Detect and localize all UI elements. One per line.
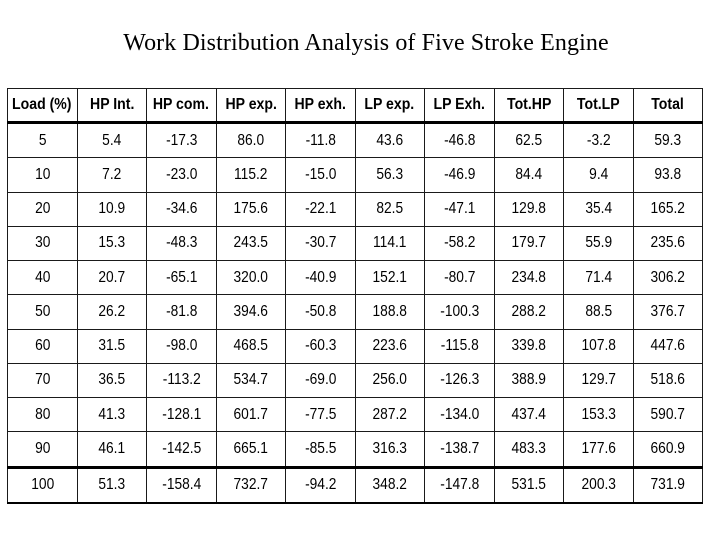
cell-lp-exh: -80.7 [429, 261, 489, 295]
cell-tot-hp: 339.8 [499, 329, 559, 363]
cell-load: 50 [12, 295, 72, 329]
cell-total: 376.7 [638, 295, 698, 329]
cell-lp-exp: 256.0 [360, 363, 420, 397]
table-row [8, 329, 703, 363]
cell-hp-exh: -22.1 [290, 192, 350, 226]
cell-tot-lp: 71.4 [568, 261, 628, 295]
cell-total: 93.8 [638, 158, 698, 192]
cell-lp-exh: -138.7 [429, 432, 489, 467]
cell-hp-exh: -69.0 [290, 363, 350, 397]
table-row [8, 226, 703, 260]
cell-hp-exh: -30.7 [290, 226, 350, 260]
cell-tot-hp: 483.3 [499, 432, 559, 467]
cell-tot-hp: 437.4 [499, 398, 559, 432]
cell-lp-exh: -115.8 [429, 329, 489, 363]
cell-hp-exp: 468.5 [221, 329, 281, 363]
cell-load: 100 [12, 467, 72, 503]
cell-tot-lp: -3.2 [568, 123, 628, 158]
cell-hp-com: -23.0 [151, 158, 211, 192]
cell-tot-hp: 84.4 [499, 158, 559, 192]
table-row [8, 261, 703, 295]
cell-tot-hp: 129.8 [499, 192, 559, 226]
cell-tot-lp: 153.3 [568, 398, 628, 432]
cell-hp-com: -128.1 [151, 398, 211, 432]
cell-tot-hp: 62.5 [499, 123, 559, 158]
table-header [8, 89, 703, 123]
cell-total: 518.6 [638, 363, 698, 397]
cell-hp-int: 10.9 [82, 192, 142, 226]
table-row [8, 398, 703, 432]
cell-tot-hp: 179.7 [499, 226, 559, 260]
cell-tot-lp: 177.6 [568, 432, 628, 467]
cell-lp-exp: 152.1 [360, 261, 420, 295]
cell-hp-exh: -94.2 [290, 467, 350, 503]
cell-tot-lp: 9.4 [568, 158, 628, 192]
cell-hp-int: 26.2 [82, 295, 142, 329]
cell-hp-exp: 665.1 [221, 432, 281, 467]
cell-hp-com: -48.3 [151, 226, 211, 260]
column-header-load: Load (%) [8, 89, 78, 123]
cell-load: 20 [12, 192, 72, 226]
cell-hp-com: -17.3 [151, 123, 211, 158]
cell-hp-exp: 243.5 [221, 226, 281, 260]
cell-total: 447.6 [638, 329, 698, 363]
cell-hp-int: 46.1 [82, 432, 142, 467]
column-header-hp-exp: HP exp. [216, 89, 286, 123]
column-header-hp-exh: HP exh. [286, 89, 356, 123]
cell-hp-exh: -85.5 [290, 432, 350, 467]
column-header-hp-int: HP Int. [77, 89, 147, 123]
cell-total: 235.6 [638, 226, 698, 260]
cell-lp-exp: 114.1 [360, 226, 420, 260]
cell-tot-hp: 234.8 [499, 261, 559, 295]
table-row [8, 192, 703, 226]
column-header-tot-hp: Tot.HP [494, 89, 564, 123]
cell-hp-int: 36.5 [82, 363, 142, 397]
cell-total: 660.9 [638, 432, 698, 467]
cell-load: 80 [12, 398, 72, 432]
table-row [8, 123, 703, 158]
cell-tot-lp: 88.5 [568, 295, 628, 329]
cell-hp-exh: -77.5 [290, 398, 350, 432]
cell-hp-int: 31.5 [82, 329, 142, 363]
column-header-hp-com: HP com. [147, 89, 217, 123]
cell-hp-exp: 732.7 [221, 467, 281, 503]
cell-lp-exh: -100.3 [429, 295, 489, 329]
cell-hp-int: 20.7 [82, 261, 142, 295]
cell-hp-int: 51.3 [82, 467, 142, 503]
column-header-total: Total [633, 89, 703, 123]
cell-load: 70 [12, 363, 72, 397]
work-distribution-table [7, 88, 703, 504]
cell-tot-lp: 55.9 [568, 226, 628, 260]
cell-lp-exh: -46.8 [429, 123, 489, 158]
cell-hp-int: 41.3 [82, 398, 142, 432]
cell-lp-exp: 348.2 [360, 467, 420, 503]
cell-hp-exh: -15.0 [290, 158, 350, 192]
cell-hp-exp: 601.7 [221, 398, 281, 432]
cell-hp-com: -81.8 [151, 295, 211, 329]
cell-lp-exh: -126.3 [429, 363, 489, 397]
header-row [8, 89, 703, 123]
cell-hp-int: 5.4 [82, 123, 142, 158]
cell-lp-exp: 316.3 [360, 432, 420, 467]
cell-lp-exp: 223.6 [360, 329, 420, 363]
cell-hp-int: 7.2 [82, 158, 142, 192]
cell-load: 5 [12, 123, 72, 158]
cell-hp-exh: -60.3 [290, 329, 350, 363]
cell-tot-lp: 107.8 [568, 329, 628, 363]
column-header-lp-exh: LP Exh. [425, 89, 495, 123]
cell-load: 90 [12, 432, 72, 467]
cell-lp-exp: 188.8 [360, 295, 420, 329]
cell-hp-com: -98.0 [151, 329, 211, 363]
cell-hp-exh: -50.8 [290, 295, 350, 329]
cell-tot-lp: 35.4 [568, 192, 628, 226]
cell-load: 60 [12, 329, 72, 363]
cell-hp-com: -65.1 [151, 261, 211, 295]
cell-lp-exh: -58.2 [429, 226, 489, 260]
cell-lp-exp: 287.2 [360, 398, 420, 432]
cell-hp-exp: 320.0 [221, 261, 281, 295]
cell-lp-exh: -46.9 [429, 158, 489, 192]
cell-hp-com: -113.2 [151, 363, 211, 397]
cell-total: 731.9 [638, 467, 698, 503]
cell-hp-com: -158.4 [151, 467, 211, 503]
cell-total: 59.3 [638, 123, 698, 158]
cell-hp-exp: 534.7 [221, 363, 281, 397]
cell-load: 40 [12, 261, 72, 295]
column-header-tot-lp: Tot.LP [564, 89, 634, 123]
table-body [8, 123, 703, 504]
cell-tot-hp: 288.2 [499, 295, 559, 329]
cell-hp-com: -34.6 [151, 192, 211, 226]
cell-hp-exh: -11.8 [290, 123, 350, 158]
cell-hp-exp: 175.6 [221, 192, 281, 226]
table-row [8, 467, 703, 503]
cell-hp-int: 15.3 [82, 226, 142, 260]
table-row [8, 295, 703, 329]
cell-lp-exp: 56.3 [360, 158, 420, 192]
cell-lp-exh: -47.1 [429, 192, 489, 226]
column-header-lp-exp: LP exp. [355, 89, 425, 123]
work-distribution-table-container [7, 88, 703, 504]
cell-hp-exp: 115.2 [221, 158, 281, 192]
cell-lp-exp: 43.6 [360, 123, 420, 158]
cell-hp-exp: 86.0 [221, 123, 281, 158]
table-row [8, 432, 703, 467]
cell-hp-com: -142.5 [151, 432, 211, 467]
cell-total: 165.2 [638, 192, 698, 226]
cell-total: 306.2 [638, 261, 698, 295]
cell-load: 10 [12, 158, 72, 192]
table-row [8, 158, 703, 192]
cell-tot-lp: 129.7 [568, 363, 628, 397]
page-title: Work Distribution Analysis of Five Stroke Engine [123, 30, 609, 56]
cell-lp-exp: 82.5 [360, 192, 420, 226]
cell-load: 30 [12, 226, 72, 260]
cell-hp-exh: -40.9 [290, 261, 350, 295]
table-row [8, 363, 703, 397]
cell-hp-exp: 394.6 [221, 295, 281, 329]
cell-lp-exh: -147.8 [429, 467, 489, 503]
cell-tot-hp: 531.5 [499, 467, 559, 503]
cell-total: 590.7 [638, 398, 698, 432]
cell-tot-hp: 388.9 [499, 363, 559, 397]
cell-lp-exh: -134.0 [429, 398, 489, 432]
cell-tot-lp: 200.3 [568, 467, 628, 503]
